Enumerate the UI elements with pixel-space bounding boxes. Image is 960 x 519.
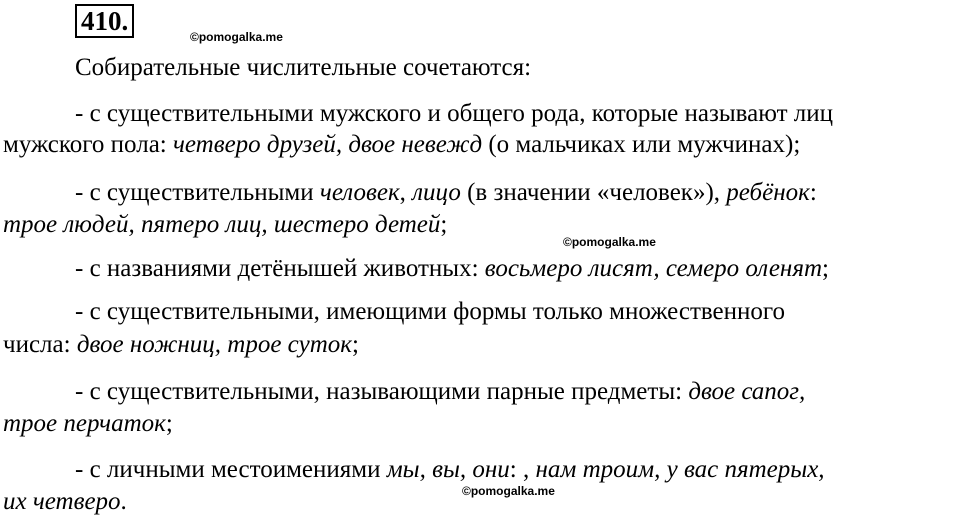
item-2-tail: ; — [440, 211, 448, 238]
item-5-examples-b: трое перчаток — [3, 410, 166, 437]
item-2-word-chelovek: человек — [319, 179, 400, 206]
item-6-line-1 — [75, 455, 825, 485]
item-1-line-2 — [3, 130, 800, 160]
watermark-top: ©pomogalka.me — [190, 30, 283, 44]
item-2-line-2 — [3, 210, 447, 240]
item-5-examples-a: двое сапог, — [688, 378, 806, 405]
item-2-text-e: (в значении «человек»), — [460, 179, 727, 206]
item-2-line-1 — [75, 178, 817, 208]
item-3-examples: восьмеро лисят, семеро оленят — [484, 255, 823, 282]
item-4-line-1: - с существительными, имеющими формы только множественного — [75, 298, 786, 325]
item-2-word-litso: лицо — [412, 179, 461, 206]
item-2-examples: трое людей, пятеро лиц, шестеро детей — [3, 211, 441, 238]
item-6-line-2 — [3, 487, 127, 517]
item-1-examples: четверо друзей, двое невежд — [172, 131, 483, 158]
item-4-text: числа: — [3, 331, 77, 358]
item-6-text: - с личными местоимениями — [75, 456, 387, 483]
item-5-line-2 — [3, 409, 173, 439]
watermark-bottom: ©pomogalka.me — [462, 484, 555, 498]
item-3-tail: ; — [822, 255, 829, 282]
item-5-line-1 — [75, 377, 805, 407]
item-1-line-1: - с существительными мужского и общего рода, которые называют лиц — [75, 100, 833, 127]
item-2-colon: : — [809, 179, 817, 206]
item-4-tail: ; — [351, 331, 359, 358]
item-6-tail: . — [120, 488, 127, 515]
item-2-word-rebenok: ребёнок — [726, 179, 810, 206]
item-6-sep: : , — [509, 456, 536, 483]
exercise-number — [75, 4, 134, 38]
item-5-tail: ; — [165, 410, 173, 437]
item-6-examples-a: нам троим, у вас пятерых, — [535, 456, 825, 483]
watermark-middle: ©pomogalka.me — [563, 235, 656, 249]
item-3-line-1 — [75, 254, 829, 284]
item-4-examples: двое ножниц, трое суток — [76, 331, 352, 358]
item-3-text: - с названиями детёнышей животных: — [75, 255, 485, 282]
item-4-line-2 — [3, 330, 359, 360]
item-5-text: - с существительными, называющими парные предметы: — [75, 378, 689, 405]
intro-text: Собирательные числительные сочетаются: — [75, 54, 532, 81]
item-2-text-c: , — [399, 179, 413, 206]
item-2-text-a: - с существительными — [75, 179, 320, 206]
item-6-pronouns: мы, вы, они — [386, 456, 510, 483]
item-1-text: мужского пола: — [3, 131, 173, 158]
exercise-number-value: 410 — [81, 6, 122, 36]
item-6-examples-b: их четверо — [3, 488, 121, 515]
item-1-tail: (о мальчиках или мужчинах); — [482, 131, 801, 158]
exercise-number-dot: . — [121, 6, 129, 36]
